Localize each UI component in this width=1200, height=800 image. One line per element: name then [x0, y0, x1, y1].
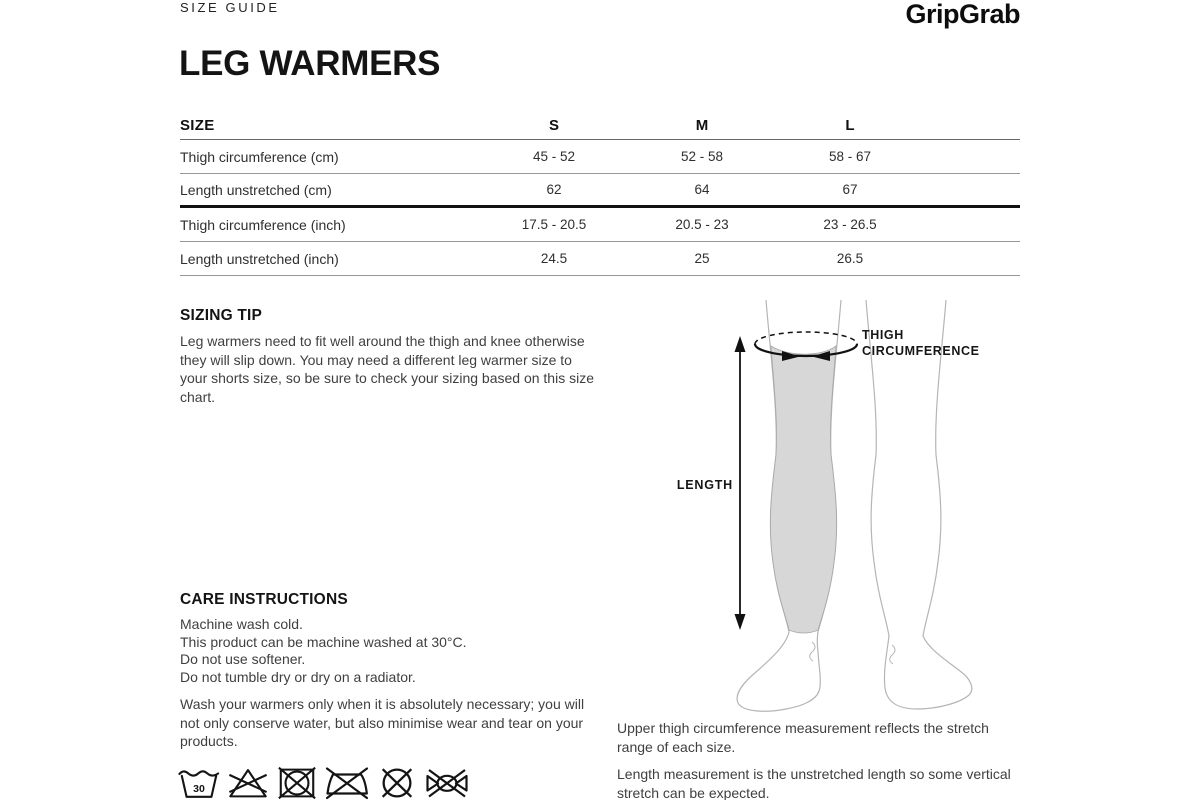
table-row: [180, 174, 1020, 208]
table-row: [180, 242, 1020, 276]
page-title: LEG WARMERS: [179, 44, 441, 83]
brand-logo: GripGrab: [905, 0, 1020, 29]
column-header-m: M: [695, 117, 709, 134]
cell-value: 64: [694, 182, 710, 197]
cell-value: 20.5 - 23: [675, 217, 729, 232]
row-label: Thigh circumference (cm): [180, 148, 339, 165]
length-arrowhead-bottom: [735, 614, 746, 630]
cell-value: 52 - 58: [680, 149, 724, 164]
cell-value: 25: [694, 251, 710, 266]
sizing-tip-body: Leg warmers need to fit well around the thigh and knee otherwise they will slip down. You may need a different leg warmer size to your shorts size, so be sure to check your sizing based on this size chart.: [180, 333, 594, 405]
care-note: Wash your warmers only when it is absolutely necessary; you will not only conserve water, but also minimise wear and tear on your products.: [180, 696, 585, 749]
table-row: [180, 208, 1020, 242]
cell-value: 24.5: [540, 251, 568, 266]
size-table-header: [180, 112, 1020, 140]
row-label: Thigh circumference (inch): [180, 216, 346, 233]
thigh-circumference-label: THIGH CIRCUMFERENCE: [862, 328, 980, 358]
do-not-dry-clean-icon: [376, 766, 418, 800]
note-thigh-stretch: Upper thigh circumference measurement reflects the stretch range of each size.: [617, 720, 989, 755]
length-label: LENGTH: [676, 478, 733, 492]
right-leg-outline: [866, 300, 972, 709]
leg-measurement-diagram: [620, 300, 1020, 720]
care-instructions-list: [180, 615, 610, 685]
do-not-iron-icon: [325, 766, 369, 800]
do-not-wring-icon: [425, 766, 469, 800]
length-arrowhead-top: [735, 336, 746, 352]
cell-value: 62: [546, 182, 562, 197]
page-eyebrow: SIZE GUIDE: [180, 0, 280, 15]
cell-value: 26.5: [836, 251, 864, 266]
wash-30-icon: [178, 766, 220, 800]
care-line: Machine wash cold.: [180, 616, 303, 632]
column-header-s: S: [548, 117, 559, 134]
row-label: Length unstretched (cm): [180, 181, 332, 198]
do-not-bleach-icon: [227, 766, 269, 800]
sock-fold: [810, 642, 815, 661]
cell-value: 67: [842, 182, 858, 197]
do-not-tumble-dry-icon: [276, 766, 318, 800]
column-header-l: L: [845, 117, 855, 134]
cell-value: 17.5 - 20.5: [521, 217, 587, 232]
size-table: [180, 112, 1020, 276]
row-label: Length unstretched (inch): [180, 250, 339, 267]
table-row: [180, 140, 1020, 174]
sizing-tip-heading: SIZING TIP: [180, 307, 263, 324]
cell-value: 23 - 26.5: [823, 217, 877, 232]
column-header-size: SIZE: [180, 117, 215, 134]
care-instructions-heading: CARE INSTRUCTIONS: [180, 591, 348, 608]
measurement-notes: [617, 719, 1019, 800]
care-line: Do not use softener.: [180, 651, 306, 667]
note-length-stretch: Length measurement is the unstretched length so some vertical stretch can be expected.: [617, 766, 1011, 800]
sock-fold: [890, 645, 895, 664]
cell-value: 58 - 67: [828, 149, 872, 164]
leg-warmer-shape: [770, 346, 836, 633]
wash-temperature: 30: [193, 783, 205, 796]
care-line: Do not tumble dry or dry on a radiator.: [180, 668, 416, 685]
cell-value: 45 - 52: [532, 149, 576, 164]
care-symbols-row: [178, 766, 469, 800]
care-line: This product can be machine washed at 30°C.: [180, 633, 467, 650]
